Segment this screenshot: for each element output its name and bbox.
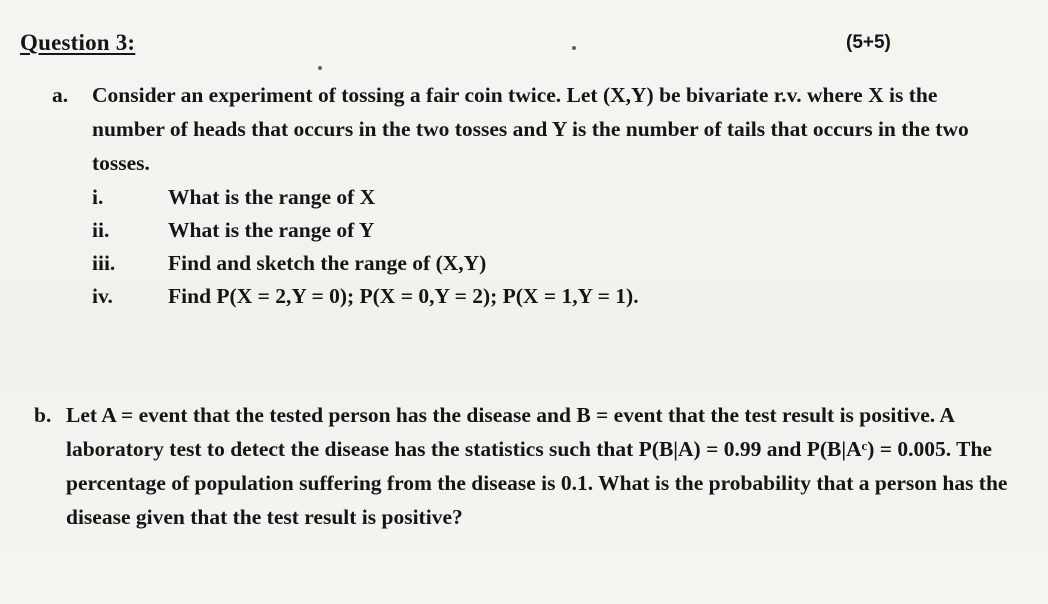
part-a-text: Consider an experiment of tossing a fair coin twice. Let (X,Y) be bivariate r.v. where X is the number of heads that occurs in the two tosses and Y is the number of tails that occurs in the two tosses. — [92, 83, 969, 175]
sub-item-number: ii. — [92, 218, 110, 242]
part-a-label: a. — [52, 83, 69, 107]
sub-item-text: Find and sketch the range of (X,Y) — [168, 251, 487, 275]
part-a-sublist — [92, 180, 992, 312]
sub-item-text: What is the range of Y — [168, 218, 375, 242]
question-header — [20, 30, 920, 64]
sub-item-iii — [92, 246, 992, 279]
part-a — [52, 78, 992, 312]
sub-item-number: iv. — [92, 284, 113, 308]
sub-item-iv — [92, 279, 992, 312]
sub-item-text: What is the range of X — [168, 185, 376, 209]
sub-item-number: i. — [92, 185, 104, 209]
question-title: Question 3: — [20, 30, 136, 55]
sub-item-number: iii. — [92, 251, 116, 275]
paper-speck — [318, 66, 322, 70]
part-b-text: Let A = event that the tested person has the disease and B = event that the test result is positive. A laboratory test to detect the disease has the statistics such that P(B|A) = 0.99 and P(B|Aᶜ) = 0.005. The percentage of population suffering from the disease is 0.1. What is the probability that a person has the disease given that the test result is positive? — [66, 403, 1008, 529]
sub-item-ii — [92, 213, 992, 246]
part-b — [34, 398, 1034, 534]
sub-item-text: Find P(X = 2,Y = 0); P(X = 0,Y = 2); P(X = 1,Y = 1). — [168, 284, 639, 308]
question-marks: (5+5) — [846, 32, 891, 53]
sub-item-i — [92, 180, 992, 213]
part-b-label: b. — [34, 403, 52, 427]
